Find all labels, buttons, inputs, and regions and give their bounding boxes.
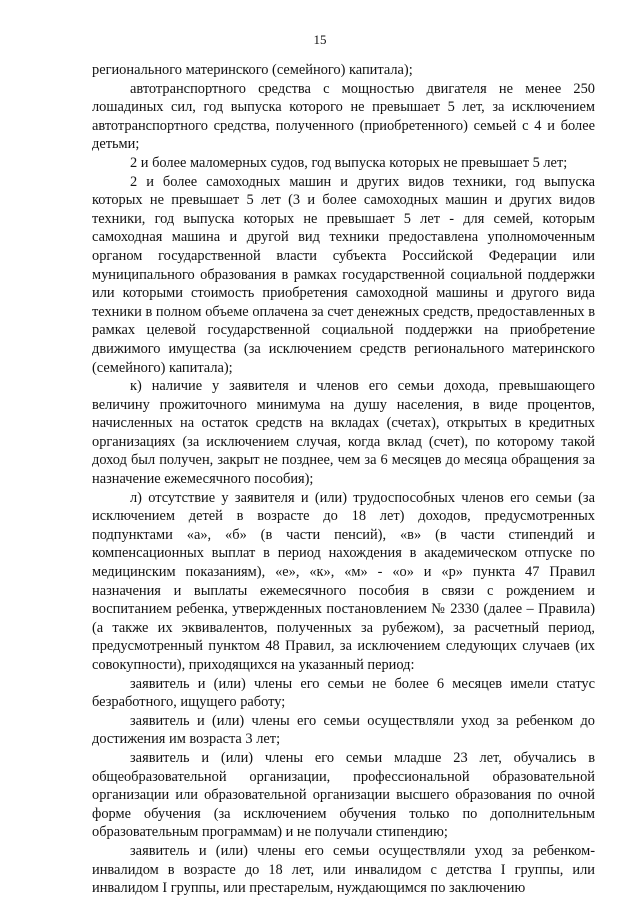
paragraph-childcare: заявитель и (или) члены его семьи осуществляли уход за ребенком до достижения им возраста 3 лет; (92, 712, 595, 748)
paragraph-students: заявитель и (или) члены его семьи младше 23 лет, обучались в общеобразовательной организации, профессиональной образовательной организации или образовательной организации высшего образования по очной форме обучения (за исключением обучения только по дополнительным образовательным программам) и не получали стипендию; (92, 749, 595, 841)
paragraph-item-k: к) наличие у заявителя и членов его семьи дохода, превышающего величину прожиточного минимума на душу населения, в виде процентов, начисленных на остаток средств на вкладах (счетах), открытых в кредитных организациях (за исключением случая, когда вклад (счет), по которому такой доход был получен, закрыт не позднее, чем за 6 месяцев до месяца обращения за назначение ежемесячного пособия); (92, 378, 595, 488)
paragraph-unemployed: заявитель и (или) члены его семьи не более 6 месяцев имели статус безработного, ищущего работу; (92, 675, 595, 711)
paragraph-small-vessels: 2 и более маломерных судов, год выпуска которых не превышает 5 лет; (130, 154, 568, 171)
paragraph-item-l: л) отсутствие у заявителя и (или) трудоспособных членов его семьи (за исключением детей в возрасте до 18 лет) доходов, предусмотренных подпунктами «а», «б» (в части пенсий), «в» (в части стипендий и компенсационных выплат в период нахождения в академическом отпуске по медицинским показаниям), «е», «к», «м» - «о» и «р» пункта 47 Правил назначения и выплаты ежемесячного пособия в связи с рождением и воспитанием ребенка, утвержденных постановлением № 2330 (далее – Правила) (а также их эквивалентов, полученных за рубежом), за расчетный период, предусмотренный пунктом 48 Правил, за исключением следующих случаев (их совокупности), приходящихся на указанный период: (92, 489, 595, 673)
paragraph-self-propelled-machines: 2 и более самоходных машин и других видов техники, год выпуска которых не превышает 5 лет (3 и более самоходных машин и других видов техники, год выпуска которых не превышает 5 лет - для семей, которым самоходная машина и другой вид техники предоставлена уполномоченным органом государственной власти субъекта Российской Федерации или муниципального образования в рамках государственной социальной поддержки или которыми стоимость приобретения самоходной машины и другого вида техники в полном объеме оплачена за счет денежных средств, предоставленных в рамках целевой государственной социальной поддержки на приобретение движимого имущества (за исключением средств регионального материнского (семейного) капитала); (92, 173, 595, 376)
page-number: 15 (313, 32, 327, 47)
document-body (92, 61, 595, 898)
paragraph-vehicle: автотранспортного средства с мощностью двигателя не менее 250 лошадиных сил, год выпуска которого не превышает 5 лет, за исключением автотранспортного средства, полученного (приобретенного) семьей с 4 и более детьми; (92, 80, 595, 153)
paragraph-disabled-care: заявитель и (или) члены его семьи осуществляли уход за ребенком-инвалидом в возрасте до 18 лет, или инвалидом с детства I группы, или инвалидом I группы, или престарелым, нуждающимся по заключению (92, 842, 595, 897)
paragraph-continuation: регионального материнского (семейного) капитала); (92, 62, 413, 78)
